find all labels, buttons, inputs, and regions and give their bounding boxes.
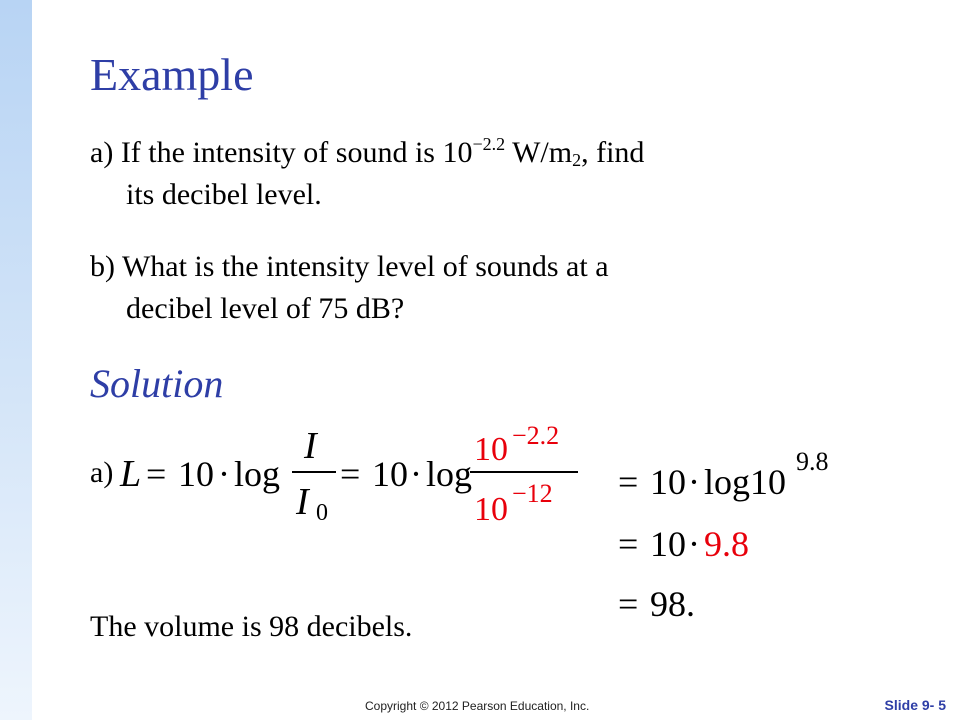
dot-4: · <box>688 524 700 564</box>
dot-2: · <box>410 454 422 494</box>
solution-label: a) <box>90 456 114 489</box>
question-a-line2: its decibel level. <box>126 178 322 211</box>
slide-number: Slide 9- 5 <box>884 697 946 713</box>
ten-2: 10 <box>372 454 408 494</box>
slide-title: Example <box>90 49 254 100</box>
step1-exponent: 9.8 <box>796 447 829 476</box>
question-b-line2: decibel level of 75 dB? <box>126 292 405 325</box>
numerator-base: 10 <box>474 431 508 468</box>
conclusion-text: The volume is 98 decibels. <box>90 610 413 643</box>
question-b-line1: b) What is the intensity level of sounds at a <box>90 250 609 283</box>
numerator-exponent: −2.2 <box>512 421 560 450</box>
fraction-denominator-I: I <box>296 481 309 523</box>
step3-value: 98. <box>650 584 695 624</box>
log10-step1: log10 <box>704 462 787 502</box>
ten-1: 10 <box>178 454 214 494</box>
equals-sign-2: = <box>340 454 361 494</box>
question-a-text-start: If the intensity of sound is 10 <box>120 136 473 169</box>
log-1: log <box>234 454 281 494</box>
question-a-text-end: , find <box>581 136 645 169</box>
equals-sign-3: = <box>618 462 639 502</box>
dot-1: · <box>218 454 230 494</box>
solution-heading: Solution <box>90 361 224 406</box>
denominator-exponent: −12 <box>512 479 553 508</box>
equals-sign-5: = <box>618 584 639 624</box>
unit-exponent: 2 <box>572 150 582 170</box>
ten-3: 10 <box>650 462 686 502</box>
question-a-label: a) <box>90 136 114 169</box>
fraction-denominator-sub: 0 <box>316 500 328 526</box>
equals-sign-4: = <box>618 524 639 564</box>
var-L: L <box>120 453 142 495</box>
dot-3: · <box>688 462 700 502</box>
unit-base: W/m <box>512 136 573 169</box>
ten-4: 10 <box>650 524 686 564</box>
step2-value: 9.8 <box>704 524 749 564</box>
log-2: log <box>426 454 473 494</box>
intensity-exponent: −2.2 <box>472 134 506 154</box>
equals-sign-1: = <box>146 454 167 494</box>
denominator-base: 10 <box>474 491 508 528</box>
copyright-text: Copyright © 2012 Pearson Education, Inc. <box>365 699 590 713</box>
fraction-numerator-I: I <box>304 425 317 467</box>
